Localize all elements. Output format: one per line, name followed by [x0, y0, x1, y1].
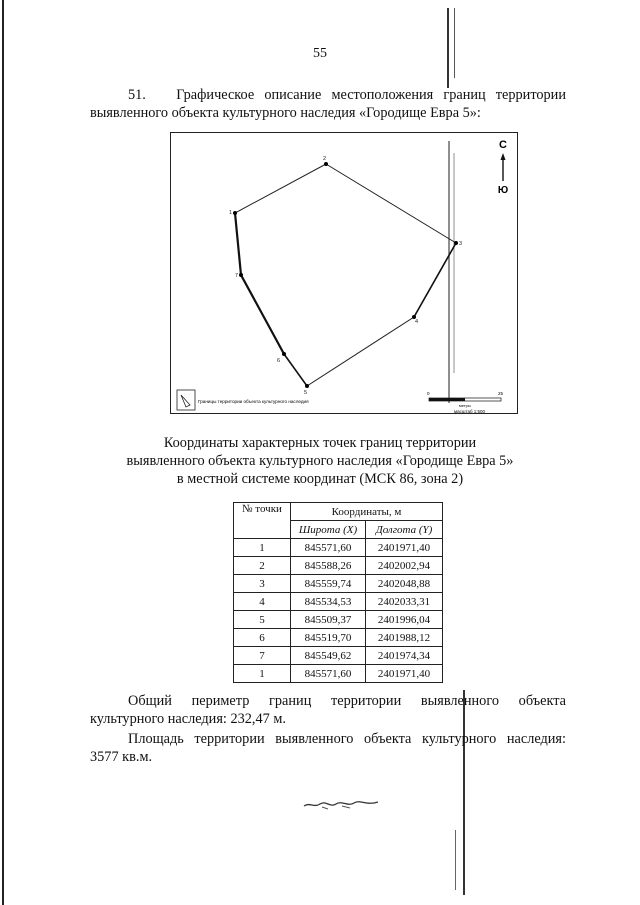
perimeter-line2: культурного наследия: 232,47 м.: [90, 711, 286, 727]
section-number: 51.: [128, 87, 146, 103]
scan-artifact-line: [455, 830, 456, 890]
boundary-emphasis-line: [284, 354, 307, 386]
vertex-label: 1: [229, 210, 233, 216]
cell-lat: 845559,74: [291, 575, 366, 593]
vertex-label: 4: [415, 319, 419, 325]
vertex-point-5: [305, 384, 309, 388]
section-heading-line1: [90, 86, 566, 104]
cell-lat: 845519,70: [291, 629, 366, 647]
scale-ratio-label: масштаб 1:500: [454, 409, 486, 414]
vertex-point-1: [233, 211, 237, 215]
vertex-label: 6: [277, 358, 281, 364]
cell-lat: 845509,37: [291, 611, 366, 629]
cell-lat: 845588,26: [291, 557, 366, 575]
scale-unit-label: метры: [459, 403, 471, 408]
table-row: [234, 593, 443, 611]
cell-lon: 2401974,34: [366, 647, 443, 665]
scale-end-label: 25: [498, 391, 504, 396]
cell-lat: 845549,62: [291, 647, 366, 665]
area-line2: 3577 кв.м.: [90, 749, 153, 765]
north-arrow-icon: [498, 139, 508, 196]
table-row: [234, 611, 443, 629]
area-line1: Площадь территории выявленного объекта культурного наследия:: [128, 731, 566, 747]
coordinates-table-body: [234, 539, 443, 683]
boundary-map: [170, 132, 518, 414]
table-caption-line1: Координаты характерных точек границ территории: [163, 435, 477, 451]
cell-point: 2: [234, 557, 291, 575]
cell-lon: 2402033,31: [366, 593, 443, 611]
vertex-point-3: [454, 241, 458, 245]
boundary-emphasis-line: [414, 243, 456, 317]
perimeter-paragraph: [90, 692, 566, 728]
table-row: [234, 647, 443, 665]
scale-start-label: 0: [427, 391, 430, 396]
table-row: [234, 629, 443, 647]
table-caption-line3: в местной системе координат (МСК 86, зона 2): [176, 471, 464, 487]
section-heading-line2: выявленного объекта культурного наследия «Городище Евра 5»:: [90, 105, 481, 121]
scan-artifact-line: [454, 8, 455, 78]
cell-point: 4: [234, 593, 291, 611]
boundary-polygon: [235, 164, 456, 386]
col-header-coordinates: Координаты, м: [291, 503, 443, 521]
signature-scribble: [302, 798, 380, 812]
area-paragraph: [90, 730, 566, 766]
scale-bar: [427, 391, 504, 414]
cell-lon: 2401988,12: [366, 629, 443, 647]
table-row: [234, 557, 443, 575]
cell-lon: 2402048,88: [366, 575, 443, 593]
table-row: [234, 575, 443, 593]
cell-lon: 2401971,40: [366, 539, 443, 557]
vertex-label: 3: [459, 241, 463, 247]
vertex-point-6: [282, 352, 286, 356]
vertex-label: 2: [323, 156, 327, 162]
cell-point: 5: [234, 611, 291, 629]
cell-lon: 2402002,94: [366, 557, 443, 575]
col-header-point: № точки: [234, 503, 291, 539]
vertex-label: 5: [304, 390, 308, 396]
cell-lat: 845534,53: [291, 593, 366, 611]
cell-point: 6: [234, 629, 291, 647]
legend-label: Границы территории объекта культурного наследия: [198, 399, 309, 404]
cell-point: 3: [234, 575, 291, 593]
cell-point: 1: [234, 539, 291, 557]
table-row: [234, 665, 443, 683]
page-number: 55: [313, 46, 327, 61]
col-header-lat: Широта (X): [291, 521, 366, 539]
section-heading: [90, 86, 566, 122]
cell-lat: 845571,60: [291, 665, 366, 683]
map-legend: [177, 390, 309, 410]
boundary-emphasis-line: [235, 213, 284, 354]
cell-lon: 2401996,04: [366, 611, 443, 629]
cell-lat: 845571,60: [291, 539, 366, 557]
cell-point: 7: [234, 647, 291, 665]
perimeter-line1: Общий периметр границ территории выявленного объекта: [128, 693, 566, 709]
cell-point: 1: [234, 665, 291, 683]
table-row: [234, 539, 443, 557]
section-heading-text: Графическое описание местоположения границ территории: [176, 87, 566, 103]
south-label: Ю: [497, 185, 509, 196]
table-caption-line2: выявленного объекта культурного наследия «Городище Евра 5»: [126, 453, 514, 469]
vertex-point-7: [239, 273, 243, 277]
vertex-label: 7: [235, 273, 239, 279]
coordinates-table: [233, 502, 443, 683]
vertex-point-2: [324, 162, 328, 166]
boundary-map-svg: [171, 133, 519, 415]
cell-lon: 2401971,40: [366, 665, 443, 683]
col-header-lon: Долгота (Y): [366, 521, 443, 539]
north-label: С: [499, 139, 507, 151]
